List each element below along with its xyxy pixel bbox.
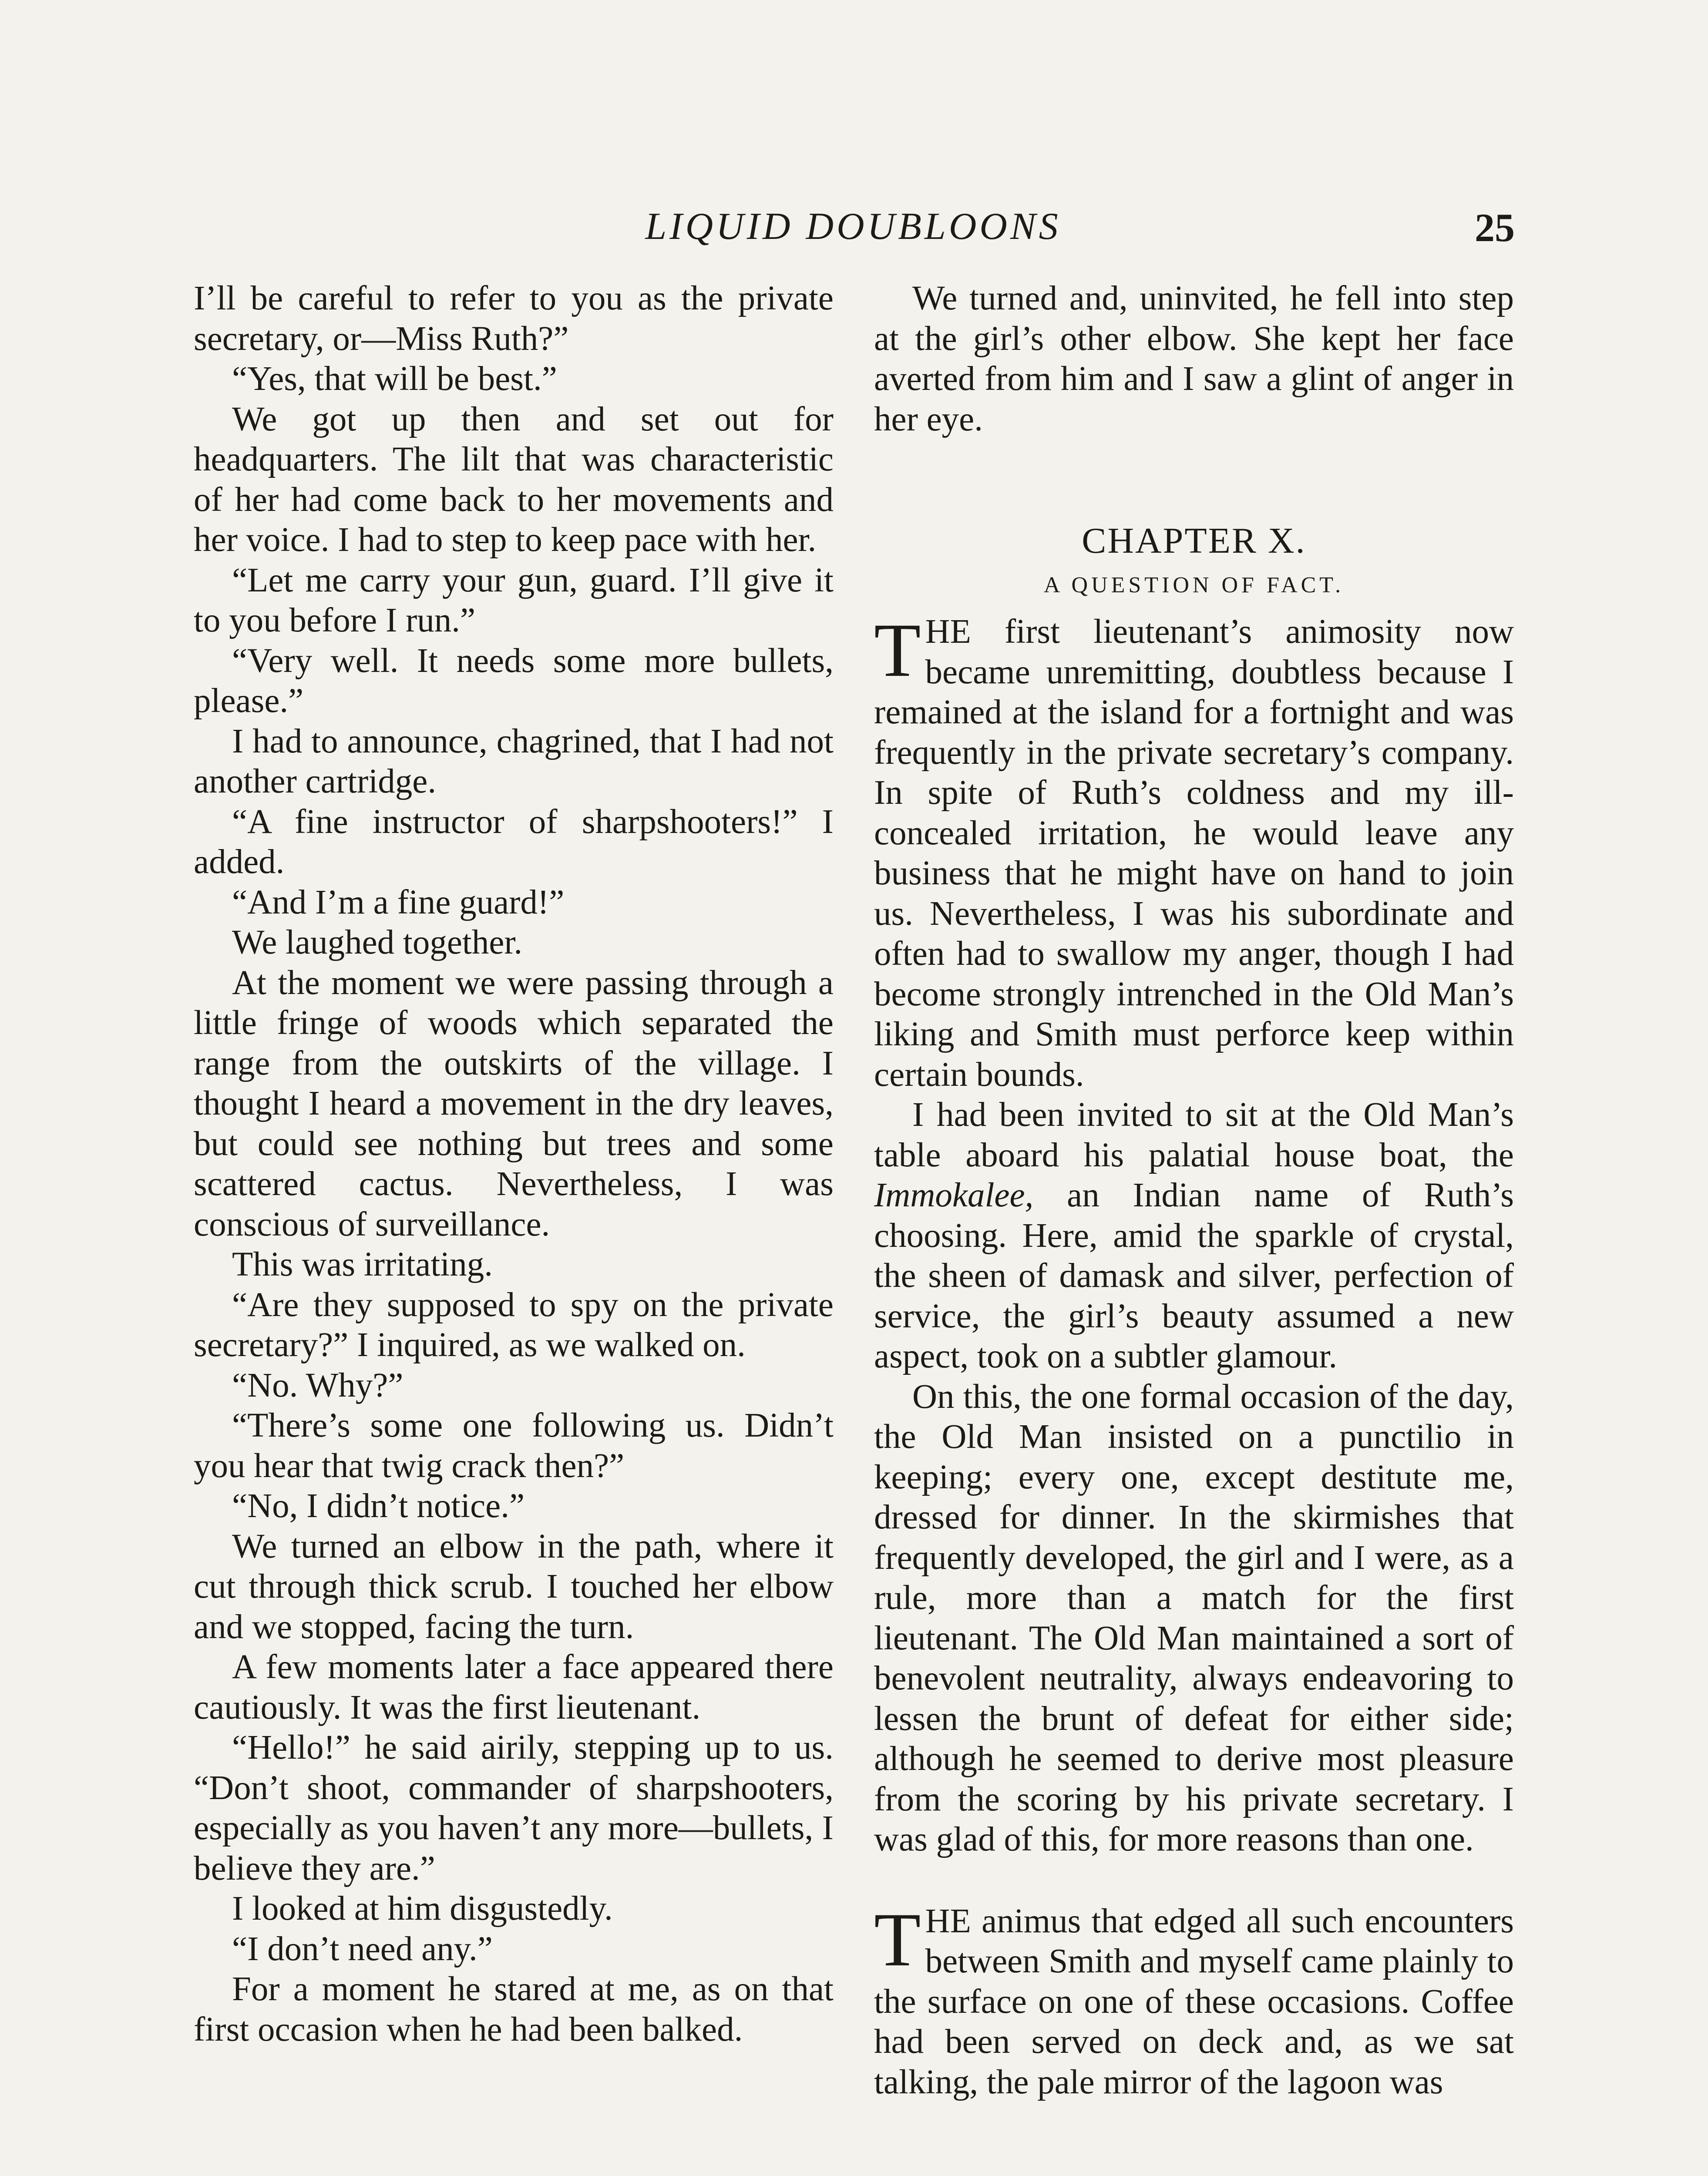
boat-name: Immokalee, [874,1176,1034,1214]
paragraph: We turned and, uninvited, he fell into step at the girl’s other elbow. She kept her face averted from him and I saw a glint of anger in her eye. [874,279,1514,438]
paragraph: “No. Why?” [232,1366,403,1404]
paragraph: On this, the one formal occasion of the day, the Old Man insisted on a punctilio in keeping; every one, except destitute me, dressed for dinner. In the skirmishes that frequently developed, the girl and I were, as a rule, more than a match for the first lieutenant. The Old Man maintained a sort of benevolent neutrality, always endeavoring to lessen the brunt of defeat for either side; although he seemed to derive most pleasure from the scoring by his private secretary. I was glad of this, for more reasons than one. [874,1377,1514,1858]
section-break [874,1860,1514,1901]
running-title: LIQUID DOUBLOONS [645,205,1061,248]
paragraph: “No, I didn’t notice.” [232,1487,525,1525]
paragraph: I’ll be careful to refer to you as the private secretary, or—Miss Ruth?” [194,279,834,358]
paragraph: This was irritating. [232,1246,493,1283]
paragraph: For a moment he stared at me, as on that first occasion when he had been balked. [194,1970,834,2048]
paragraph-text: an Indian name of Ruth’s choosing. Here, amid the sparkle of crystal, the sheen of damask and silver, perfection of service, the girl’s beauty assumed a new aspect, took on a subtler glamour. [874,1176,1514,1375]
paragraph: “Hello!” he said airily, stepping up to us. “Don’t shoot, commander of sharpshooters, especially as you haven’t any more—bullets, I believe they are.” [194,1729,834,1887]
paragraph: “Let me carry your gun, guard. I’ll give it to you before I run.” [194,561,834,639]
right-column [874,279,1514,2102]
paragraph [874,608,1514,1095]
paragraph: “Yes, that will be best.” [232,360,557,398]
paragraph: “There’s some one following us. Didn’t you hear that twig crack then?” [194,1407,834,1485]
running-header [192,205,1515,257]
paragraph: We laughed together. [232,923,523,961]
paragraph: “I don’t need any.” [232,1930,493,1968]
paragraph [874,1897,1514,2103]
paragraph-text: HE animus that edged all such encounters between Smith and myself came plainly to the surface on one of these occasions. Coffee had been served on deck and, as we sat talking, the pale mirror of the lagoon was [874,1902,1514,2101]
drop-cap: T [874,1897,921,1982]
paragraph: “And I’m a fine guard!” [232,883,565,921]
paragraph: I looked at him disgustedly. [232,1890,613,1928]
paragraph: We got up then and set out for headquarters. The lilt that was characteristic of her had come back to her movements and her voice. I had to step to keep pace with her. [194,400,834,559]
paragraph: I had to announce, chagrined, that I had not another cartridge. [194,722,834,800]
chapter-heading: CHAPTER X. [1082,520,1306,561]
paragraph: “Are they supposed to spy on the private secretary?” I inquired, as we walked on. [194,1286,834,1364]
drop-cap: T [874,608,921,693]
paragraph: “Very well. It needs some more bullets, please.” [194,641,834,720]
paragraph [874,1095,1514,1377]
paragraph-text: I had been invited to sit at the Old Man’s table aboard his palatial house boat, the [874,1096,1514,1174]
left-column [194,279,834,2050]
paragraph: We turned an elbow in the path, where it cut through thick scrub. I touched her elbow and we stopped, facing the turn. [194,1527,834,1646]
paragraph: “A fine instructor of sharpshooters!” I added. [194,803,834,881]
chapter-subtitle: A QUESTION OF FACT. [1043,573,1345,598]
page-number: 25 [1475,205,1515,250]
paragraph-text: HE first lieutenant’s animosity now became unremitting, doubtless because I remained at the island for a fortnight and was frequently in the private secretary’s company. In spite of Ruth’s coldness and my ill-concealed irritation, he would leave any business that he might have on hand to join us. Nevertheless, I was his subordinate and often had to swallow my anger, though I had become strongly intrenched in the Old Man’s liking and Smith must perforce keep within certain bounds. [874,613,1514,1094]
paragraph: A few moments later a face appeared there cautiously. It was the first lieutenant. [194,1648,834,1726]
paragraph: At the moment we were passing through a little fringe of woods which separated the range from the outskirts of the village. I thought I heard a movement in the dry leaves, but could see nothing but trees and some scattered cactus. Nevertheless, I was conscious of surveillance. [194,964,834,1243]
